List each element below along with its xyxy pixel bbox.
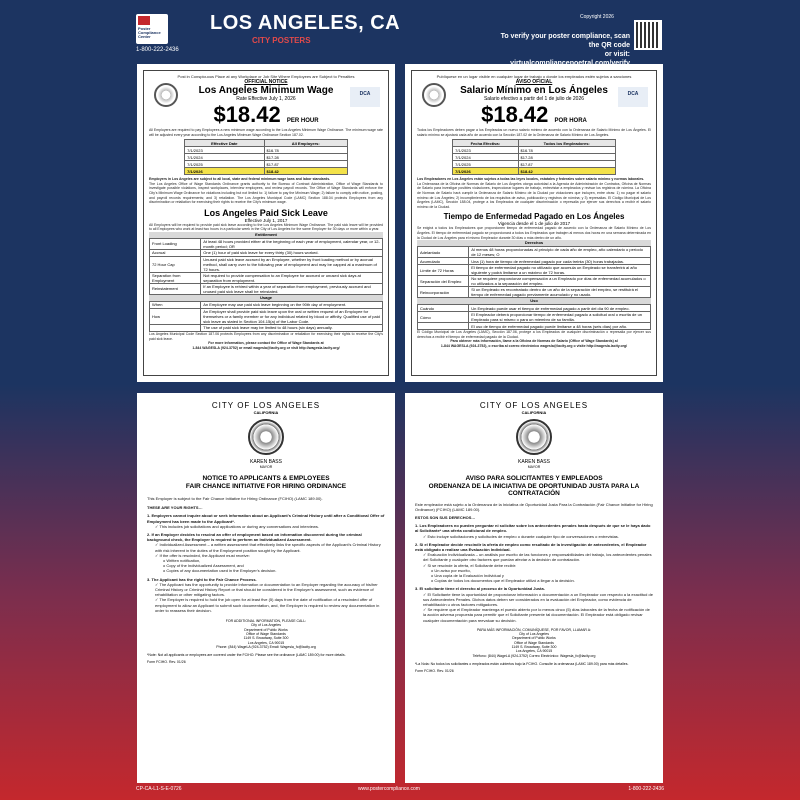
notice-title: AVISO PARA SOLICITANTES Y EMPLEADOS ORDENANZA DE LA INICIATIVA DE OPORTUNIDAD JUSTA PARA LA CONTRATACIÓN — [428, 475, 640, 497]
contact-info: 1-844 WAGESLA (924-3752), o escriba al correo electrónico wagesla@lacity.org o visite http://wagesla.lacity.org/ — [440, 343, 628, 348]
wage-rate: $18.42 POR HORA — [481, 102, 587, 127]
mayor-name: KAREN BASS — [518, 459, 550, 465]
table-row: The use of paid sick leave may be limited to 48 hours (six days) annually. — [150, 324, 383, 331]
contact-line: Department of Public Works — [244, 627, 288, 632]
state-name: CALIFORNIA — [521, 410, 547, 415]
body-text: The Los Angeles Office of Wage Standards Ordinance grants authority to the Bureau of Contract Administration, Office of Wage Standards to investigate possible violations, inspect workplaces, interview employees, and review payroll records. The Office of Wage Standards will enforce the City's Minimum Wage Ordinance for violations including but not limited to: 1) failure to pay the Minimum Wage; 2) failure to comply with notice, posting, and payroll records requirements; and 3) retaliation. The Los Angeles Municipal Code (LAMC) Section 188.04 protects Employees from any discrimination or retaliation for exercising their rights to receive the City's minimum wage. — [149, 181, 383, 205]
page-subtitle: CITY POSTERS — [252, 36, 311, 45]
lamc-text: Los Angeles Municipal Code Section 187.06 protects Employees from any discrimination or retaliation for exercising their rights to receive the City's paid sick leave. — [149, 331, 383, 341]
intro-text: Todos los Empleadores deben pagar a los Empleados un nuevo salario mínimo de acuerdo con la Ordenanza de Salario Mínimo de Los Ángeles. El salario mínimo se ajustará cada año de acuerdo con la Sección 187.02 de la Ordenanza de Salario Mínimo de Los Ángeles. — [417, 128, 651, 137]
poster-compliance-logo — [136, 14, 168, 44]
list-item: 1. Employers cannot inquire about or seek information about an Applicant's Criminal History until after a Conditional Offer of Employment has been made to the Applicant*. — [147, 513, 385, 524]
table-row: 7/1/2024 $17.28 — [453, 154, 616, 161]
table-row: Separación del Empleo No se requiere proporcionar compensación a un Empleado por días de enfermedad acumulados o no utilizados a la separación del empleo. — [418, 276, 651, 287]
footer-phone: 1-800-222-2436 — [628, 786, 664, 792]
rights-heading: ESTOS SON SUS DERECHOS… — [415, 514, 476, 520]
list-subitem: o Written notification, — [163, 558, 201, 564]
contact-line: City of Los Angeles — [251, 623, 281, 628]
use-header: Uso — [417, 298, 651, 304]
table-row: Cómo El Empleador deberá proporcionar tiempo de enfermedad pagado a solicitud oral o escrita de un Empleado para sí mismo o para un miembro de su familia. — [418, 312, 651, 323]
subject-text: Este empleador está sujeto a la Ordenanza de la Iniciativa de Oportunidad Justa Para la Contratación (Fair Chance Initiative for Hiring Ordinance) (FCIHO) (LAMC 189.00). — [415, 501, 653, 512]
flag-icon — [138, 16, 150, 25]
page-title: LOS ANGELES, CA — [210, 12, 401, 34]
header-phone: 1-800-222-2436 — [136, 47, 179, 53]
list-subitem: o Copy of the Individualized Assessment, and — [163, 563, 244, 569]
usage-header: Usage — [149, 295, 383, 301]
minimum-wage-poster-spanish — [405, 64, 663, 382]
list-item: 2. If an Employer decides to rescind an offer of employment based on information discovered during the criminal background check, the Employer is required to perform an Individualized Assessment. — [147, 532, 362, 543]
table-row: El uso de tiempo de enfermedad pagado puede limitarse a 48 horas (seis días) por año. — [418, 323, 651, 330]
rights-header: Derechos — [417, 240, 651, 246]
list-subitem: ✓ The Employer is required to hold the job open for at least five (5) days from the date of notification of a rescinded offer of employment to allow an Applicant to submit such documentation, and, the Employer is required to review any documentation in order to reassess their decision. — [155, 597, 380, 613]
subject-text: This Employer is subject to the Fair Chance Initiative for Hiring Ordinance (FCIHO) (LAMC 189.00). — [147, 496, 323, 501]
body-text: La Ordenanza de la Oficina de Normas de Salario de Los Ángeles otorga autoridad a la Agencia de Administración de Contratos, Oficina de Normas de Salario para investigar posibles violaciones, inspeccionar lugares de trabajo, entrevistar a empleados y revisar los registros de nómina. La Oficina de Normas de Salario hará cumplir la Ordenanza de Salario Mínimo de la Ciudad por violaciones que incluyen, entre otras: 1) no pagar el salario mínimo de Los Ángeles; 2) incumplimiento de los requisitos de aviso, publicación y registros de nómina; y 3) represalias. El Código Municipal de Los Ángeles (LAMC), Sección 188.04, protege a los Empleados de cualquier discriminación o represalia por ejercer sus derechos a recibir el salario mínimo de la Ciudad. — [417, 181, 651, 209]
contact-line: Phone: (844) WageLA (924-3752) Email: Wagesla_fc@lacity.org — [216, 644, 316, 649]
sick-intro: Se exigirá a todos los Empleadores que proporcionen tiempo de enfermedad pagado de acuerdo con la Ordenanza de Salario Mínimo de Los Ángeles. El tiempo de enfermedad pagado se proporcionará a todos los Empleados que trabajen al menos dos horas en una semana determinada en la Ciudad de Los Ángeles para el mismo Empleador durante 30 días o más dentro de un año. — [417, 226, 651, 240]
list-subitem: o Una copia de la Evaluación Individual y — [431, 572, 504, 578]
use-table — [417, 304, 651, 330]
rate-effective: Salario efectivo a partir del 1 de julio de 2026 — [483, 96, 585, 102]
list-subitem: ✓ Evaluación Individualizada – un análisis por escrito de las funciones y responsabilidades del trabajo, los antecedentes penales del Solicitante y cualquier otro factores que puedan afectar a la decisión de contratación. — [423, 552, 652, 563]
city-seal-icon — [154, 83, 178, 107]
list-item: 3. The Applicant has the right to the Fair Chance Process. — [147, 576, 257, 582]
table-row: Adelantado Al menos 48 horas proporcionadas al principio de cada año de empleo, año calendario o período de 12 meses; O — [418, 247, 651, 258]
list-subitem: o Copias de todos los documentos que el Empleador utilizó a llegar a la decisión. — [431, 578, 575, 584]
list-subitem: o Un aviso por escrito, — [431, 567, 471, 573]
table-row: How An Employer shall provide paid sick leave upon the oral or written request of an Employee for themselves or a family member or for any individual related by blood or affinity. Qualified use of paid sick leave as stated in Section 104.15(a) of the Labor Code. — [150, 308, 383, 324]
subject-text: Employers in Los Angeles are subject to all local, state and federal minimum wage laws and labor standards. — [149, 177, 331, 182]
table-row: Cuándo Un Empleado puede usar el tiempo de enfermedad pagado a partir del día 90 de empleo. — [418, 305, 651, 312]
contact-line: Office of Wage Standards — [514, 640, 554, 645]
entitlement-table — [149, 238, 383, 295]
contact-line: City of Los Angeles — [519, 632, 549, 637]
dca-logo: DCA — [350, 87, 380, 107]
contact-info: 1-844 WAGESLA (924-3752) or email wagesla@lacity.org or visit http://wagesla.lacity.org/ — [192, 345, 340, 350]
verify-text: To verify your poster compliance, scan the QR code or visit: — [500, 33, 630, 58]
list-item: 1. Los Empleadores no pueden preguntar ni solicitar sobre los antecedentes penales hasta después de que se le haya dado al Solicitante* una oferta condicional de empleo. — [415, 523, 651, 534]
minimum-wage-title: Salario Mínimo en Los Ángeles — [460, 85, 608, 96]
dca-logo: DCA — [618, 87, 648, 107]
intro-text: All Employers are required to pay Employees a new minimum wage according to the Los Angeles Minimum Wage Ordinance. The minimum wage rate will be adjusted every year according to the Los Angeles Minimum Wage Ordinance Section 187.02. — [149, 128, 383, 137]
wage-table: Fecha Efectiva: Todos los Empleadores: 7/1/2023 $16.78 7/1/2024 $17.28 7/1/2025 $17.87 7/1/2026 $18.42 — [452, 139, 616, 175]
usage-table — [149, 301, 383, 332]
contact-text: For more information, please contact the Office of Wage Standards at — [208, 341, 324, 346]
table-row: Separation from Employment Not required to provide compensation to an Employee for accrued or unused sick days at separation from employment. — [150, 272, 383, 283]
city-seal-icon — [422, 83, 446, 107]
city-seal-icon — [248, 419, 284, 455]
list-subitem: ✓ El Solicitante tiene la oportunidad de proporcionar información o documentación a un Empleador con respecto a la exactitud de sus Antecedentes Penales. Dichos datos deben ser considerados en la evaluación del Empleador, como evidencia de rehabilitación u otros factores mitigadores. — [423, 591, 653, 607]
list-subitem: ✓ Si se rescinde la oferta, el Solicitante debe recibir: — [423, 562, 517, 568]
wage-rate: $18.42 PER HOUR — [213, 102, 319, 127]
table-row: 7/1/2025 $17.87 — [185, 161, 348, 168]
footnote: *Note: Not all applicants or employees are covered under the FCIHO. Please see the ordinance (LAMC 189.00) for more details. — [147, 653, 346, 658]
contact-line: Los Angeles, CA 90015 — [515, 649, 553, 654]
table-row: 7/1/2023 $16.78 — [453, 147, 616, 154]
contact-text: Para obtener más información, llame a la Oficina de Normas de Salario (Office of Wage Standards) al — [450, 339, 618, 344]
city-name: CITY OF LOS ANGELES — [211, 401, 321, 410]
table-row: Límite de 72 Horas El tiempo de enfermedad pagado no utilizado que acumula un Empleado se transferirá al año siguiente y podrá limitarse a un máximo de 72 horas. — [418, 265, 651, 276]
table-row: Front Loading At least 48 hours provided either at the beginning of each year of employment, calendar year, or 12-month period; OR — [150, 238, 383, 249]
sick-leave-effective: Effective July 1, 2017 — [244, 217, 288, 223]
official-notice-label: AVISO OFICIAL — [515, 79, 553, 85]
contact-line: Department of Public Works — [512, 636, 556, 641]
sick-leave-title: Los Angeles Paid Sick Leave — [204, 207, 328, 218]
entitlement-header: Entitlement — [149, 232, 383, 238]
table-row: 7/1/2025 $17.87 — [453, 161, 616, 168]
table-row: Reinstatement If an Employee is rehired within a year of separation from employment, previously accrued and unused paid sick leave shall be reinstated. — [150, 283, 383, 294]
state-name: CALIFORNIA — [253, 410, 279, 415]
table-row: 7/1/2023 $16.78 — [185, 147, 348, 154]
list-subitem: ✓ Se requiere que el Empleador mantenga el puesto abierto por lo menos cinco (5) días laborales de la fecha de notificación de la acción adversa propuesta para permitir que el Solicitante presente tal documentación. El Empleador está obligado revisar cualquier documentación para reevaluar su decisión. — [423, 607, 650, 623]
wage-table: Effective Date All Employers: 7/1/2023 $16.78 7/1/2024 $17.28 7/1/2025 $17.87 7/1/2026 $18.42 — [184, 139, 348, 175]
minimum-wage-title: Los Angeles Minimum Wage — [198, 85, 334, 96]
top-note: Post in Conspicuous Place at any Workplace or Job Site Where Employees are Subject to Penalties — [177, 74, 355, 79]
list-subitem: ✓ Individualized Assessment – a written assessment that effectively links the specific aspects of the Applicant's Criminal History with risk inherent in the duties of the Employment position sought by the Applicant. — [155, 542, 381, 553]
poster-code: CP-CA-L1-S-E-0726 — [136, 786, 182, 792]
list-item: 3. El solicitante tiene el derecho al proceso de la Oportunidad Justa. — [415, 586, 545, 592]
list-subitem: ✓ Esto incluye solicitaciones y solicitudes de empleo o durante cualquier tipo de conversaciones o entrevistas. — [423, 533, 619, 539]
list-subitem: ✓ If the offer is rescinded, the Applicant must receive: — [155, 552, 250, 558]
poster-footer — [132, 784, 668, 796]
contact-line: Teléfono: (844) WageLA (924-3752) Correo Electrónico: Wagesla_fc@lacity.org — [472, 653, 596, 658]
lamc-text: El Código Municipal de Los Ángeles (LAMC), Sección 187.06, protege a los Empleados de cualquier discriminación o represalia por ejercer sus derechos a recibir el tiempo de enfermedad pagado de la Ciudad. — [417, 330, 651, 339]
logo-text: Poster Compliance Center — [138, 26, 161, 39]
footnote: *La Nota: No todos los solicitantes o empleados están cubiertos bajo la FCIHO. Consulte la ordenanza (LAMC 189.00) para más detalles. — [415, 661, 629, 666]
subject-text: Los Empleadores en Los Ángeles están sujetos a todas las leyes locales, estatales y federales sobre salario mínimo y normas laborales. — [417, 177, 645, 182]
list-subitem: ✓ This includes job solicitations and applications or during any conversations and interviews. — [155, 523, 320, 529]
table-row: 7/1/2024 $17.28 — [185, 154, 348, 161]
contact-heading: PARA MÁS INFORMACIÓN, COMUNÍQUESE, POR FAVOR, LLAMAR A: — [476, 627, 592, 632]
form-code: Form FCIHO. Rev. 01/26 — [415, 668, 454, 673]
city-name: CITY OF LOS ANGELES — [479, 401, 589, 410]
contact-line: 1149 S. Broadway, Suite 300 — [243, 636, 289, 641]
table-row-current: 7/1/2026 $18.42 — [453, 168, 616, 175]
mayor-name: KAREN BASS — [250, 459, 282, 465]
table-row: When An Employee may use paid sick leave beginning on the 90th day of employment. — [150, 301, 383, 308]
city-seal-icon — [516, 419, 552, 455]
table-row: Acumulado Una (1) hora de tiempo de enfermedad pagado por cada treinta (30) horas trabajadas. — [418, 258, 651, 265]
minimum-wage-poster-english — [137, 64, 395, 382]
fair-chance-poster-english — [137, 393, 395, 783]
table-row: 72 Hour Cap Unused paid sick leave accrued by an Employee, whether by front loading method or by accrual method, shall carry over to the following year of employment and may be capped at a maximum of 72 hours. — [150, 256, 383, 272]
rate-effective: Rate Effective July 1, 2026 — [236, 96, 296, 102]
mayor-title: MAYOR — [527, 465, 541, 469]
contact-line: Los Angeles, CA 90015 — [247, 640, 285, 645]
fair-chance-poster-spanish — [405, 393, 663, 783]
website-link[interactable]: www.postercompliance.com — [358, 786, 420, 792]
table-row-current: 7/1/2026 $18.42 — [185, 168, 348, 175]
copyright: Copyright 2026 — [580, 14, 614, 20]
sick-intro: All Employers will be required to provide paid sick leave according to the Los Angeles Minimum Wage Ordinance. The paid sick leave will be provided to all Employees who work at least two hours in a particular week in the City of Los Angeles for the same Employer for 30 days or more within a year. — [149, 222, 383, 232]
contact-line: Office of Wage Standards — [246, 631, 286, 636]
top-note: Publíquese en un lugar visible en cualquier lugar de trabajo o donde los empleados estén sujetos a sanciones — [436, 74, 632, 79]
rights-table — [417, 246, 651, 298]
sick-leave-effective: Vigencia desde el 1 de julio de 2017 — [497, 221, 571, 227]
sick-leave-title: Tiempo de Enfermedad Pagado en Los Ángeles — [443, 212, 625, 222]
table-row: Reincorporación Si un Empleado es recontratado dentro de un año de la separación del empleo, se restituirá el tiempo de enfermedad pagado previamente acumulado y no usado. — [418, 287, 651, 298]
list-subitem: ✓ The Applicant has the opportunity to provide information or documentation to an Employer regarding the accuracy of his/her Criminal History or Criminal History Report or that should be considered in the Employer's assessment, such as evidence of rehabilitation or other mitigating factors. — [155, 581, 378, 598]
notice-title: NOTICE TO APPLICANTS & EMPLOYEES FAIR CHANCE INITIATIVE FOR HIRING ORDINANCE — [185, 475, 347, 490]
qr-code-icon[interactable] — [634, 20, 662, 50]
rights-heading: THESE ARE YOUR RIGHTS… — [147, 505, 203, 511]
mayor-title: MAYOR — [259, 465, 273, 469]
list-subitem: o Copies of any documentation used in the Employer's decision. — [163, 568, 277, 574]
contact-line: 1149 S. Broadway, Suite 300 — [511, 644, 557, 649]
contact-heading: FOR ADDITIONAL INFORMATION, PLEASE CALL: — [225, 619, 307, 624]
table-row: Accrual One (1) hour of paid sick leave for every thirty (30) hours worked. — [150, 249, 383, 256]
list-item: 2. Si el Empleador decide rescindir la oferta de empleo como resultado de la investigación de antecedentes, el Empleador está obligado a realizar una Evaluación Individual. — [415, 541, 647, 552]
form-code: Form FCIHO. Rev. 01/26 — [147, 660, 186, 665]
official-notice-label: OFFICIAL NOTICE — [244, 79, 288, 85]
